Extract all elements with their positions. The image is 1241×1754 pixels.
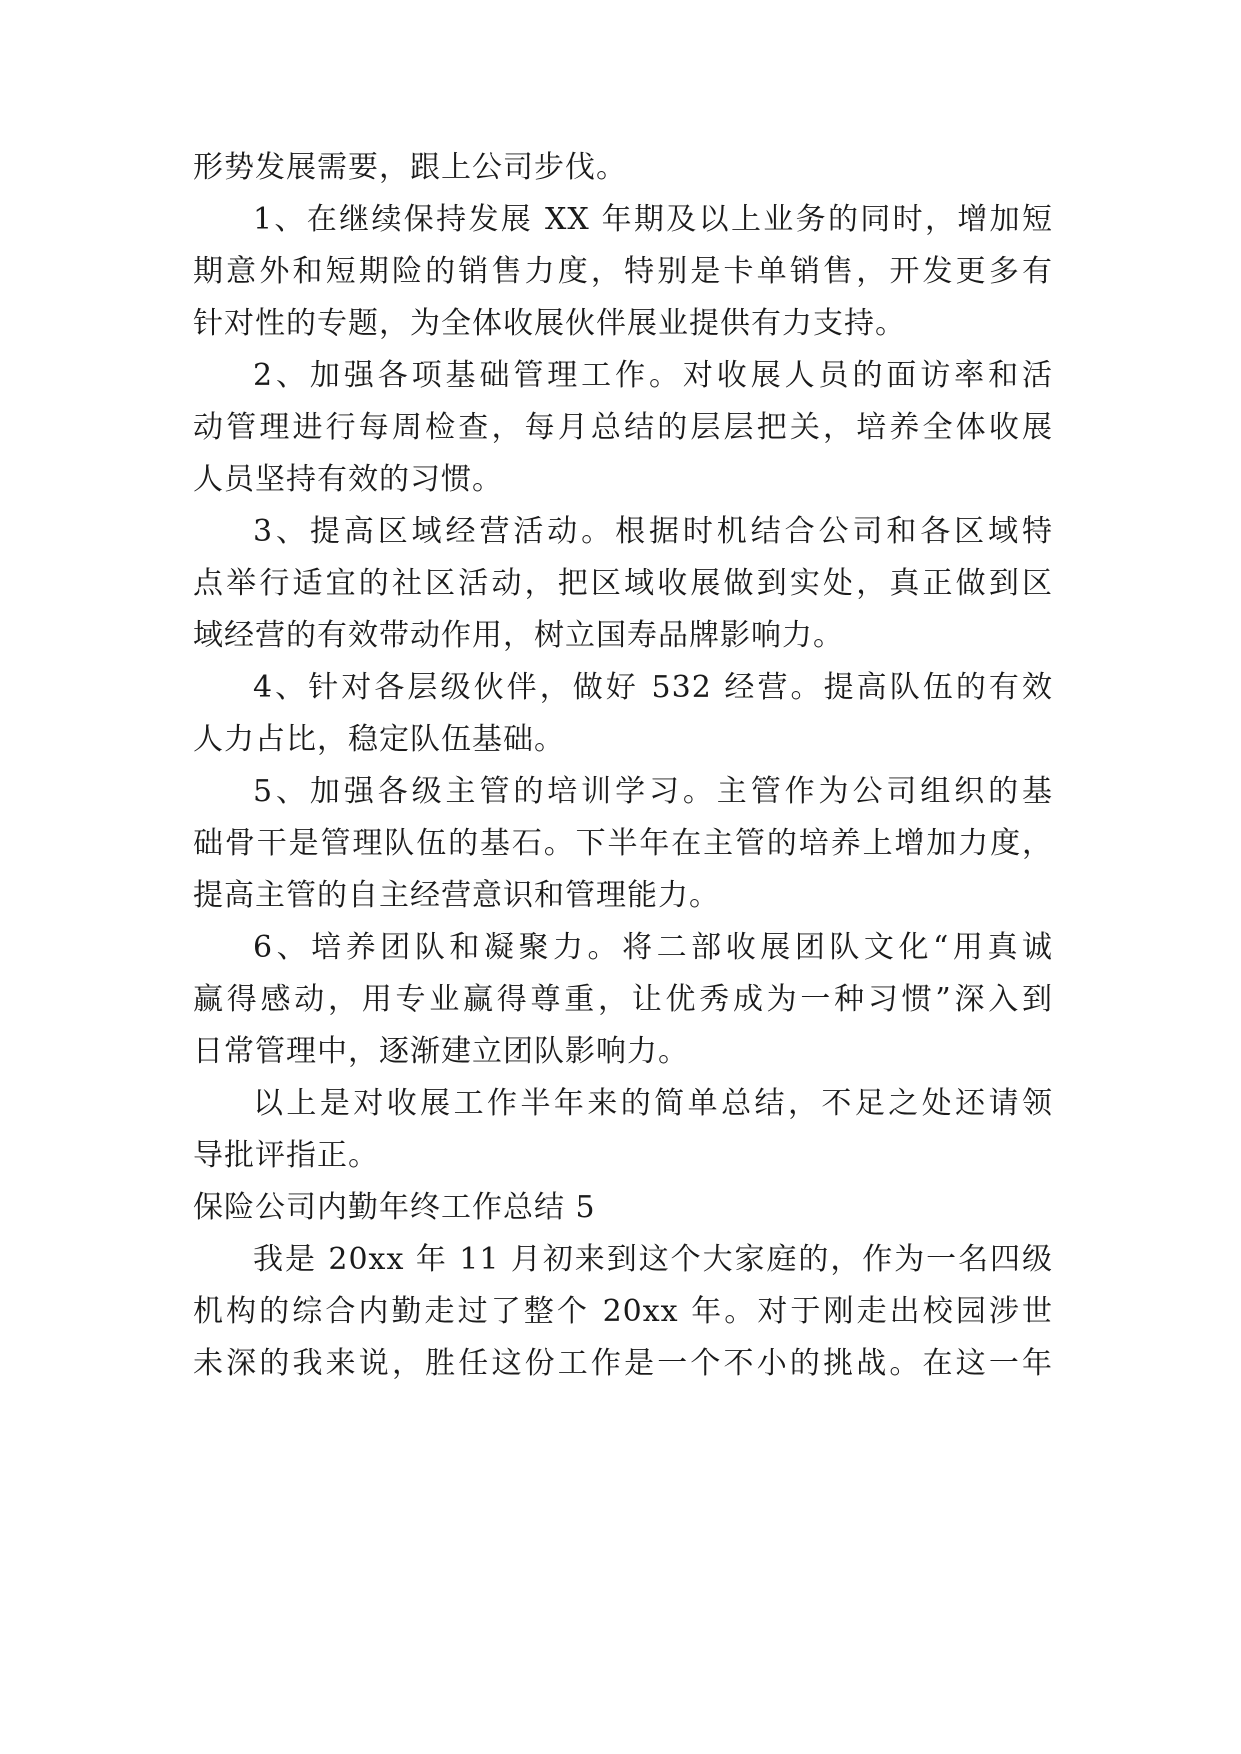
paragraph-line: 人员坚持有效的习惯。 — [193, 462, 503, 497]
paragraph-line: 日常管理中，逐渐建立团队影响力。 — [193, 1034, 689, 1069]
paragraph-line: 动管理进行每周检查，每月总结的层层把关，培养全体收展 — [193, 410, 1053, 445]
paragraph-line: 3、提高区域经营活动。根据时机结合公司和各区域特 — [253, 514, 1053, 549]
paragraph-line: 6、培养团队和凝聚力。将二部收展团队文化“用真诚 — [253, 930, 1053, 965]
paragraph-line: 1、在继续保持发展 XX 年期及以上业务的同时，增加短 — [253, 202, 1053, 237]
paragraph-line: 域经营的有效带动作用，树立国寿品牌影响力。 — [193, 618, 844, 653]
paragraph-line: 形势发展需要，跟上公司步伐。 — [193, 150, 627, 185]
paragraph-line: 5、加强各级主管的培训学习。主管作为公司组织的基 — [253, 774, 1053, 809]
paragraph-line: 以上是对收展工作半年来的简单总结，不足之处还请领 — [253, 1086, 1053, 1121]
paragraph-line: 2、加强各项基础管理工作。对收展人员的面访率和活 — [253, 358, 1053, 393]
paragraph-line: 础骨干是管理队伍的基石。下半年在主管的培养上增加力度， — [193, 826, 1053, 861]
paragraph-line: 人力占比，稳定队伍基础。 — [193, 722, 565, 757]
paragraph-line: 点举行适宜的社区活动，把区域收展做到实处，真正做到区 — [193, 566, 1053, 601]
section-heading: 保险公司内勤年终工作总结 5 — [193, 1190, 596, 1225]
paragraph-line: 针对性的专题，为全体收展伙伴展业提供有力支持。 — [193, 306, 906, 341]
paragraph-line: 4、针对各层级伙伴，做好 532 经营。提高队伍的有效 — [253, 670, 1053, 705]
paragraph-line: 未深的我来说，胜任这份工作是一个不小的挑战。在这一年 — [193, 1346, 1053, 1381]
paragraph-line: 提高主管的自主经营意识和管理能力。 — [193, 878, 720, 913]
paragraph-line: 我是 20xx 年 11 月初来到这个大家庭的，作为一名四级 — [253, 1242, 1053, 1277]
paragraph-line: 赢得感动，用专业赢得尊重，让优秀成为一种习惯”深入到 — [193, 982, 1053, 1017]
paragraph-line: 导批评指正。 — [193, 1138, 379, 1173]
paragraph-line: 期意外和短期险的销售力度，特别是卡单销售，开发更多有 — [193, 254, 1053, 289]
paragraph-line: 机构的综合内勤走过了整个 20xx 年。对于刚走出校园涉世 — [193, 1294, 1053, 1329]
